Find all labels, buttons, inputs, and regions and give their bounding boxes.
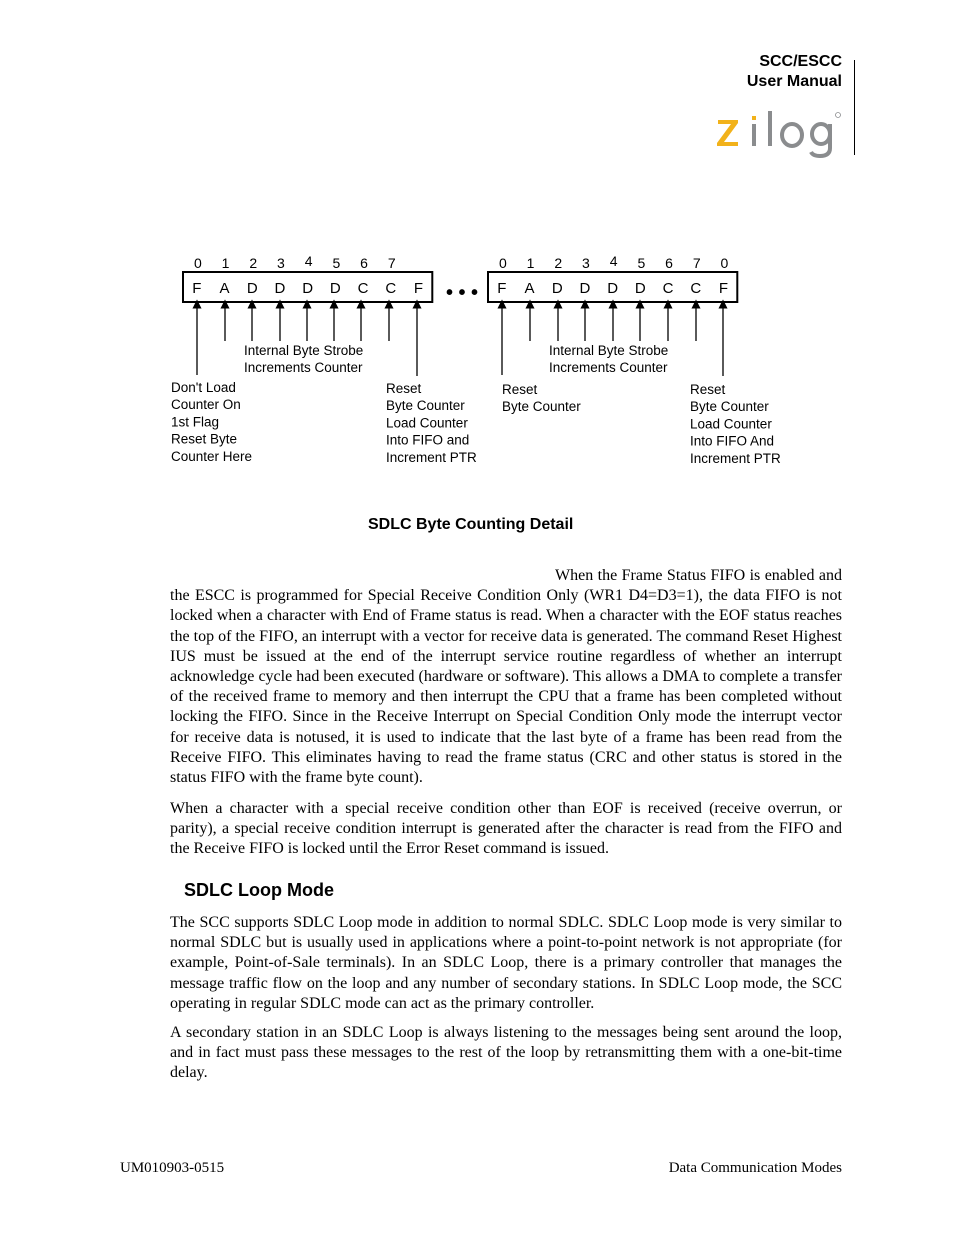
paragraph-escc-fifo	[170, 566, 842, 788]
left-frame-cell: C	[385, 280, 397, 297]
right-bit-number: 3	[582, 255, 590, 271]
paragraph-loop-mode: The SCC supports SDLC Loop mode in addition to normal SDLC. SDLC Loop mode is very similar to normal SDLC but is usually used in applications where a point-to-point network is not appropriate (for example, Point-of-Sale terminals). In an SDLC Loop, there is a primary controller that manages the message traffic flow on the loop and any number of secondary stations. In SDLC Loop mode, the SCC operating in regular SDLC mode can act as the primary controller.	[170, 914, 842, 1012]
label-left-end-flag: Reset Byte Counter Load Counter Into FIFO and Increment PTR	[386, 381, 477, 465]
annotation-group	[171, 343, 781, 466]
right-frame-cell: C	[690, 280, 702, 297]
right-frame-cell: D	[579, 280, 591, 297]
right-bit-number: 1	[526, 255, 535, 271]
left-bit-number: 4	[304, 253, 313, 269]
right-bit-number: 0	[720, 255, 729, 271]
right-bit-number: 2	[554, 255, 563, 271]
left-bit-number: 7	[387, 255, 396, 271]
left-bit-number: 6	[360, 255, 368, 271]
right-frame-cell: C	[662, 280, 674, 297]
right-bit-number: 5	[637, 255, 646, 271]
right-bit-number: 7	[692, 255, 701, 271]
right-frame-cell: D	[607, 280, 619, 297]
left-bit-number: 1	[221, 255, 230, 271]
manual-title-line2: User Manual	[746, 73, 842, 90]
left-frame-cell: F	[192, 280, 202, 297]
right-frame-cell: D	[634, 280, 646, 297]
left-frame-cell: D	[274, 280, 286, 297]
footer-doc-number: UM010903-0515	[120, 1160, 225, 1176]
label-right-strobe: Internal Byte Strobe Increments Counter	[549, 343, 669, 376]
left-frame-cell: A	[219, 280, 230, 297]
byte-counting-diagram	[0, 0, 954, 500]
left-frame-cell: D	[302, 280, 314, 297]
right-frame-cell: A	[524, 280, 535, 297]
right-frame-cell: F	[718, 280, 729, 297]
right-frame-cell: D	[551, 280, 563, 297]
label-right-start-flag: Reset Byte Counter	[502, 382, 581, 415]
left-bit-number: 3	[277, 255, 285, 271]
label-left-first-flag: Don't Load Counter On 1st Flag Reset Byte Counter Here	[171, 380, 253, 464]
left-bit-number: 5	[332, 255, 341, 271]
left-bit-number: 2	[249, 255, 258, 271]
right-bit-number: 0	[498, 255, 507, 271]
right-bit-number: 4	[609, 253, 618, 269]
left-frame-cell: D	[329, 280, 341, 297]
right-frame-cell: F	[497, 280, 507, 297]
manual-title-line1: SCC/ESCC	[759, 53, 842, 70]
label-right-end-flag: Reset Byte Counter Load Counter Into FIFO And Increment PTR	[690, 382, 781, 466]
frame-ellipsis: • • •	[445, 282, 479, 304]
figure-caption: SDLC Byte Counting Detail	[368, 516, 574, 533]
footer-section-name: Data Communication Modes	[668, 1160, 842, 1176]
paragraph-secondary-station: A secondary station in an SDLC Loop is always listening to the messages being sent around the loop, and in fact must pass these messages to the rest of the loop by retransmitting them with a one-bit-time delay.	[170, 1024, 842, 1082]
left-frame-cell: C	[357, 280, 369, 297]
section-heading: SDLC Loop Mode	[184, 880, 334, 900]
left-frame-cell: F	[413, 280, 424, 297]
label-left-strobe: Internal Byte Strobe Increments Counter	[244, 343, 364, 376]
paragraph-escc-fifo-text: When the Frame Status FIFO is enabled and the ESCC is programmed for Special Receive Condition Only (WR1 D4=D3=1), the data FIFO is not locked when a character with End of Frame status is read. When a character with the EOF status reaches the top of the FIFO, an interrupt with a vector for receive data is generated. The command Reset Highest IUS must be issued at the end of the interrupt service routine regardless of whether an interrupt acknowledge cycle had been executed (hardware or software). This allows a DMA to complete a transfer of the received frame to memory and then interrupt the CPU that a frame has been completed without locking the FIFO. Since in the Receive Interrupt on Special Condition Only mode the interrupt vector for receive data is notused, it is used to indicate that the last byte of a frame has been read from the Receive FIFO. This eliminates having to read the frame status (CRC and other status is stored in the status FIFO with the frame byte count).	[170, 567, 842, 787]
left-frame-cell: D	[246, 280, 258, 297]
left-bit-number: 0	[193, 255, 202, 271]
right-bit-number: 6	[665, 255, 673, 271]
paragraph-special-receive: When a character with a special receive condition other than EOF is received (receive overrun, or parity), a special receive condition interrupt is generated after the character is read from the FIFO and the Receive FIFO is locked until the Error Reset command is issued.	[170, 800, 842, 858]
